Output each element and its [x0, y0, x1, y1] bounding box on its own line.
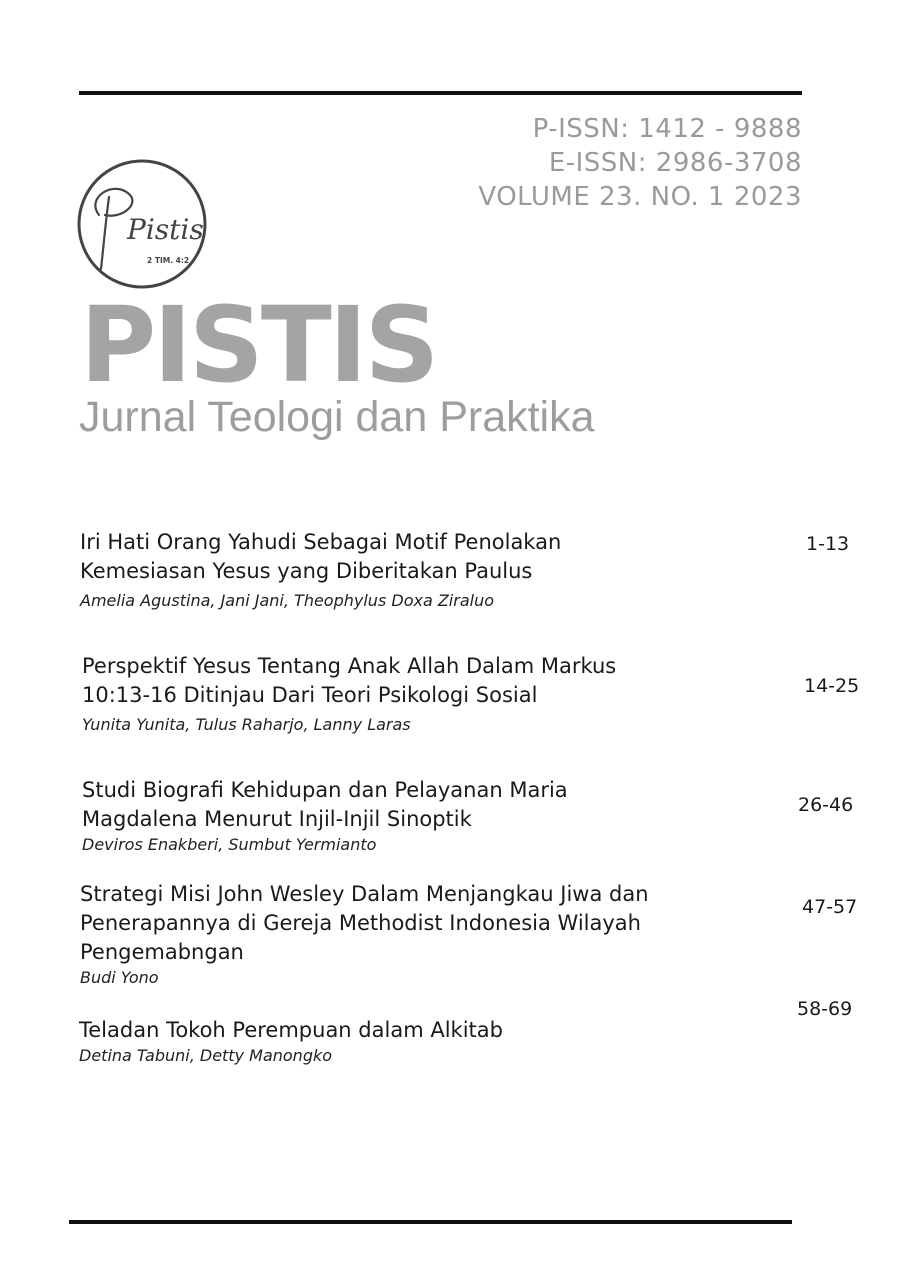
article-title-line[interactable]: Strategi Misi John Wesley Dalam Menjangkau Jiwa dan — [80, 882, 649, 906]
article-entry[interactable] — [82, 776, 568, 856]
article-title-line[interactable]: 10:13-16 Ditinjau Dari Teori Psikologi Sosial — [82, 683, 538, 707]
article-title-line[interactable]: Penerapannya di Gereja Methodist Indonesia Wilayah — [80, 911, 641, 935]
bottom-rule — [69, 1220, 792, 1224]
journal-name: PISTIS — [80, 284, 437, 406]
volume-issue: VOLUME 23. NO. 1 2023 — [478, 182, 802, 212]
article-authors: Detina Tabuni, Detty Manongko — [79, 1046, 333, 1065]
issn-block — [478, 112, 802, 214]
logo-script-text: Pistis — [127, 213, 204, 246]
article-pages: 14-25 — [804, 675, 860, 697]
article-title-line[interactable]: Studi Biografi Kehidupan dan Pelayanan Maria — [82, 778, 568, 802]
article-title-line[interactable]: Kemesiasan Yesus yang Diberitakan Paulus — [80, 559, 533, 583]
p-issn: P-ISSN: 1412 - 9888 — [532, 114, 802, 144]
article-pages: 47-57 — [802, 896, 858, 918]
article-authors: Deviros Enakberi, Sumbut Yermianto — [82, 835, 377, 854]
article-title-line[interactable]: Pengemabngan — [80, 940, 244, 964]
logo-verse: 2 TIM. 4:2 — [147, 256, 190, 265]
article-title-line[interactable]: Teladan Tokoh Perempuan dalam Alkitab — [79, 1018, 503, 1042]
e-issn: E-ISSN: 2986-3708 — [548, 148, 802, 178]
article-title-line[interactable]: Perspektif Yesus Tentang Anak Allah Dalam Markus — [82, 654, 617, 678]
article-pages: 58-69 — [797, 998, 853, 1020]
article-entry[interactable] — [80, 880, 649, 989]
article-title-line[interactable]: Iri Hati Orang Yahudi Sebagai Motif Penolakan — [80, 530, 562, 554]
article-authors: Amelia Agustina, Jani Jani, Theophylus Doxa Ziraluo — [80, 591, 494, 610]
article-authors: Budi Yono — [80, 968, 159, 987]
article-pages: 1-13 — [806, 533, 850, 555]
pistis-logo — [75, 157, 209, 291]
article-entry[interactable] — [80, 528, 561, 612]
journal-subtitle: Jurnal Teologi dan Praktika — [79, 393, 595, 441]
article-title-line[interactable]: Magdalena Menurut Injil-Injil Sinoptik — [82, 807, 472, 831]
article-authors: Yunita Yunita, Tulus Raharjo, Lanny Laras — [82, 715, 411, 734]
article-pages: 26-46 — [798, 794, 854, 816]
top-rule — [79, 91, 802, 95]
article-entry[interactable] — [82, 652, 616, 736]
article-entry[interactable] — [79, 1016, 503, 1067]
